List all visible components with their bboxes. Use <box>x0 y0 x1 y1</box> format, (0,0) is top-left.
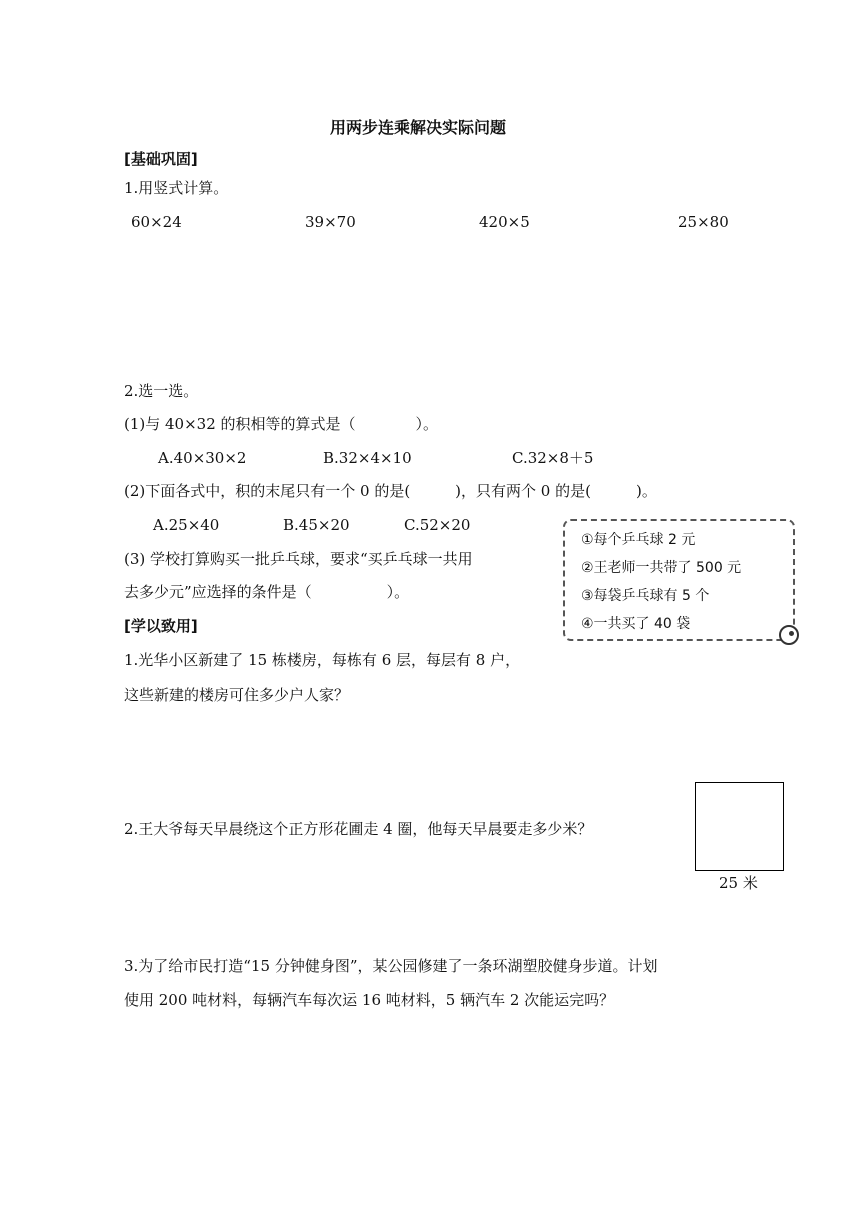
question-2-prompt: 2.选一选。 <box>124 382 199 400</box>
section-heading-basic: [基础巩固] <box>124 150 198 168</box>
q2-sub3-line2: 去多少元”应选择的条件是（ ）。 <box>124 583 410 601</box>
conditions-card <box>563 519 795 641</box>
q2-sub2-text: (2)下面各式中，积的末尾只有一个 0 的是( )，只有两个 0 的是( )。 <box>124 482 657 500</box>
apply-q1-line1: 1.光华小区新建了 15 栋楼房，每栋有 6 层，每层有 8 户， <box>124 651 521 669</box>
q2-sub1-option-c: C.32×8＋5 <box>512 449 594 467</box>
apply-q2-text: 2.王大爷每天早晨绕这个正方形花圃走 4 圈，他每天早晨要走多少米？ <box>124 820 593 838</box>
q2-sub3-line1: (3) 学校打算购买一批乒乓球，要求“买乒乓球一共用 <box>124 550 473 568</box>
page-title: 用两步连乘解决实际问题 <box>330 118 507 137</box>
question-1-prompt: 1.用竖式计算。 <box>124 179 229 197</box>
q2-sub1-option-b: B.32×4×10 <box>323 449 412 467</box>
q2-sub1-option-a: A.40×30×2 <box>158 449 247 467</box>
calc-item-4: 25×80 <box>678 213 729 231</box>
square-flowerbed-figure <box>695 782 784 871</box>
q2-sub1-text: (1)与 40×32 的积相等的算式是（ ）。 <box>124 415 439 433</box>
apply-q3-line1: 3.为了给市民打造“15 分钟健身图”，某公园修建了一条环湖塑胶健身步道。计划 <box>124 957 658 975</box>
calc-item-3: 420×5 <box>479 213 530 231</box>
q2-sub2-option-a: A.25×40 <box>153 516 220 534</box>
condition-3: ③每袋乒乓球有 5 个 <box>581 588 710 604</box>
calc-item-1: 60×24 <box>131 213 182 231</box>
condition-1: ①每个乒乓球 2 元 <box>581 532 696 548</box>
condition-2: ②王老师一共带了 500 元 <box>581 560 742 576</box>
apply-q3-line2: 使用 200 吨材料，每辆汽车每次运 16 吨材料，5 辆汽车 2 次能运完吗？ <box>124 991 615 1009</box>
ping-pong-ball-icon <box>779 625 799 645</box>
q2-sub2-option-c: C.52×20 <box>404 516 471 534</box>
square-side-label: 25 米 <box>719 874 758 892</box>
q2-sub2-option-b: B.45×20 <box>283 516 350 534</box>
condition-4: ④一共买了 40 袋 <box>581 616 691 632</box>
calc-item-2: 39×70 <box>305 213 356 231</box>
apply-q1-line2: 这些新建的楼房可住多少户人家？ <box>124 686 350 704</box>
section-heading-apply: [学以致用] <box>124 617 198 635</box>
